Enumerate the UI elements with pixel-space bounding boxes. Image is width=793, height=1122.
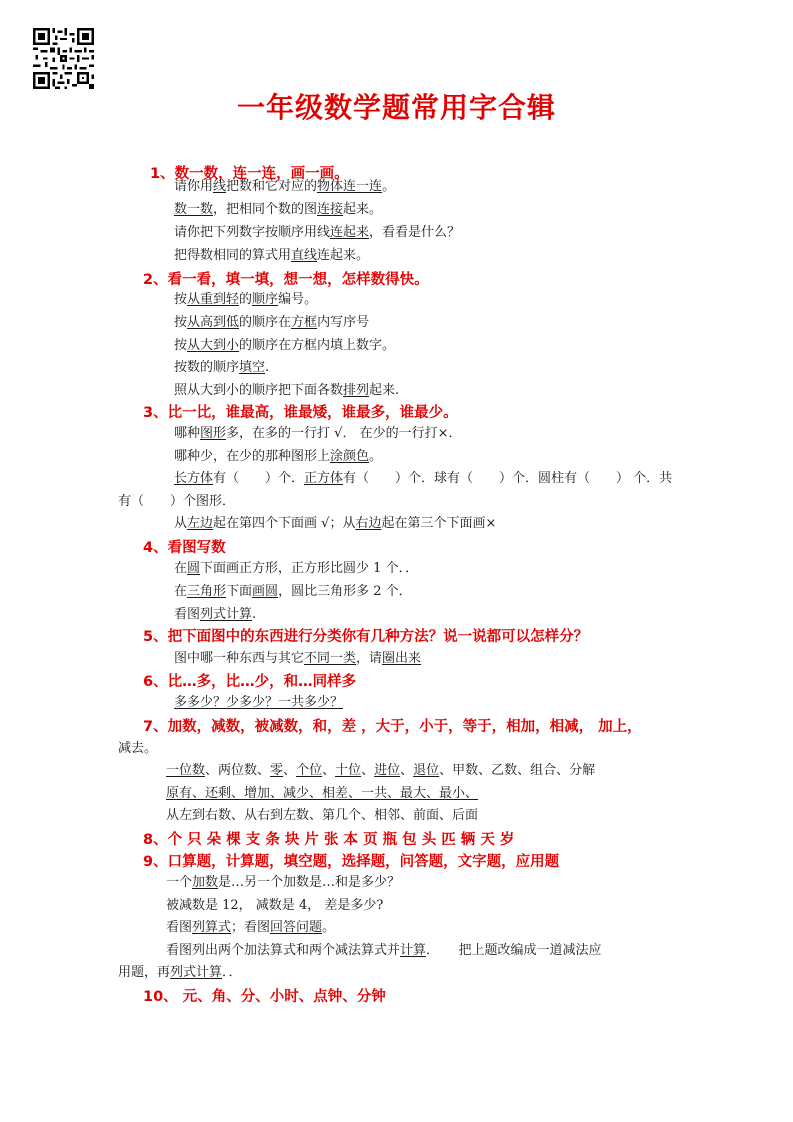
text-run: 按数的顺序 <box>174 360 240 375</box>
section-1-line <box>174 224 460 242</box>
text-run: 起来. <box>369 383 400 398</box>
underlined-term: 列式计算 <box>170 965 223 980</box>
text-run: 按 <box>174 315 188 330</box>
text-run: 减去。 <box>118 741 158 756</box>
text-run: 起来。 <box>343 202 383 217</box>
underlined-term: 连接 <box>317 202 344 217</box>
underlined-term: 排列 <box>343 383 370 398</box>
underlined-term: 画圆 <box>252 584 279 599</box>
text-run: . <box>252 607 257 622</box>
section-7-line <box>166 807 478 825</box>
underlined-term: 列式计算 <box>200 607 253 622</box>
section-3-line <box>174 448 382 466</box>
underlined-term: 进位 <box>374 763 401 778</box>
text-run: 请你用 <box>174 179 214 194</box>
text-run: 看图 <box>166 920 193 935</box>
text-run: ，看看是什么？ <box>369 225 461 240</box>
text-run: . <box>265 360 270 375</box>
text-run: 哪种 <box>174 426 201 441</box>
underlined-term: 直线 <box>291 248 318 263</box>
section-heading-8: 8、个 只 朵 棵 支 条 块 片 张 本 页 瓶 包 头 匹 辆 天 岁 <box>143 832 515 848</box>
underlined-term: 加数 <box>192 875 219 890</box>
section-heading-2: 2、看一看，填一填，想一想，怎样数得快。 <box>143 272 429 288</box>
text-run: ；看图 <box>231 920 271 935</box>
text-run: 图中哪一种东西与其它 <box>174 651 305 666</box>
text-run: 在 <box>174 561 188 576</box>
page-title: 一年级数学题常用字合辑 <box>236 91 556 124</box>
text-run: 。 <box>382 179 396 194</box>
section-3-line <box>174 425 461 443</box>
underlined-term: 个位 <box>296 763 323 778</box>
section-2-line <box>174 291 317 309</box>
text-run: 用题，再 <box>118 965 171 980</box>
underlined-term: 从重到轻 <box>187 292 240 307</box>
text-run: 多，在多的一行打 √． 在少的一行打×． <box>226 426 462 441</box>
text-run: 有（ ）个． <box>213 471 305 486</box>
section-heading-3: 3、比一比，谁最高，谁最矮，谁最多，谁最少。 <box>143 405 458 421</box>
text-run: 按 <box>174 338 188 353</box>
text-run: 。 <box>369 449 383 464</box>
text-run: 、 <box>400 763 414 778</box>
section-heading-5: 5、把下面图中的东西进行分类你有几种方法？说一说都可以怎样分？ <box>143 629 589 645</box>
text-run: 下面 <box>226 584 253 599</box>
text-run: 的顺序在方框内填上数字。 <box>239 338 396 353</box>
underlined-term: 物体连一连 <box>317 179 383 194</box>
section-9-line <box>166 942 602 960</box>
underlined-term: 填空 <box>239 360 266 375</box>
section-7-line <box>166 762 595 780</box>
underlined-term: 方框 <box>291 315 318 330</box>
underlined-term: 不同一类 <box>304 651 357 666</box>
section-2-line <box>174 337 395 355</box>
text-run: 按 <box>174 292 188 307</box>
underlined-term: 顺序 <box>252 292 279 307</box>
underlined-term: 回答问题 <box>270 920 323 935</box>
text-run: 哪种少，在少的那种图形上 <box>174 449 331 464</box>
underlined-term: 涂颜色 <box>330 449 370 464</box>
underlined-term: 圈出来 <box>382 651 422 666</box>
text-run: 从 <box>174 516 188 531</box>
section-2-line <box>174 382 399 400</box>
text-run: ． 把上题改编成一道减法应 <box>426 943 602 958</box>
text-run: 从左到右数、从右到左数、第几个、相邻、前面、后面 <box>166 808 479 823</box>
text-run: 看图 <box>174 607 201 622</box>
section-9-line <box>166 874 400 892</box>
section-1-line <box>174 201 382 219</box>
text-run: 把数和它对应的 <box>226 179 318 194</box>
section-7-line <box>118 740 157 758</box>
section-heading-4: 4、看图写数 <box>143 540 226 556</box>
underlined-term: 零 <box>270 763 284 778</box>
text-run: 起在第三个下面画× <box>381 516 497 531</box>
text-run: ，请 <box>356 651 383 666</box>
underlined-term: 圆 <box>187 561 201 576</box>
text-run: 在 <box>174 584 188 599</box>
text-run: 照从大到小的顺序把下面各数 <box>174 383 344 398</box>
text-run: 把得数相同的算式用 <box>174 248 292 263</box>
section-heading-10: 10、 元、角、分、小时、点钟、分钟 <box>143 989 386 1005</box>
underlined-term: 数一数 <box>174 202 214 217</box>
section-3-line <box>174 470 672 488</box>
underlined-term: 从高到低 <box>187 315 240 330</box>
underlined-term: 左边 <box>187 516 214 531</box>
text-run: 下面画正方形，正方形比圆少 1 个．． <box>200 561 419 576</box>
underlined-term: 连起来 <box>330 225 370 240</box>
text-run: 起在第四个下面画 √；从 <box>213 516 356 531</box>
text-run: 、两位数、 <box>205 763 271 778</box>
underlined-term: 一位数 <box>166 763 206 778</box>
section-1-line <box>174 178 395 196</box>
text-run: 、甲数、乙数、组合、分解 <box>439 763 596 778</box>
text-run: ．． <box>222 965 242 980</box>
underlined-term: 长方体 <box>174 471 214 486</box>
text-run: 请你把下列数字按顺序用线 <box>174 225 331 240</box>
underlined-term: 多多少？少多少？一共多少？ <box>174 695 344 710</box>
section-heading-9: 9、口算题，计算题，填空题，选择题，问答题，文字题，应用题 <box>143 854 560 870</box>
text-run: ，把相同个数的图 <box>213 202 318 217</box>
underlined-term: 三角形 <box>187 584 227 599</box>
underlined-term: 计算 <box>400 943 427 958</box>
section-6-line <box>174 694 343 712</box>
text-run: 有（ ）个图形． <box>118 494 236 509</box>
section-1-line <box>174 247 369 265</box>
text-run: ，圆比三角形多 2 个． <box>278 584 412 599</box>
underlined-term: 右边 <box>355 516 382 531</box>
section-heading-7: 7、加数，减数，被减数，和，差 ，大于，小于，等于，相加，相减， 加上， <box>143 719 642 735</box>
underlined-term: 从大到小 <box>187 338 240 353</box>
underlined-term: 十位 <box>335 763 362 778</box>
text-run: 连起来。 <box>317 248 370 263</box>
text-run: 。 <box>322 920 336 935</box>
section-2-line <box>174 359 269 377</box>
section-9-line <box>118 964 242 982</box>
text-run: 被减数是 12， 减数是 4， 差是多少? <box>166 898 384 913</box>
text-run: 内写序号 <box>317 315 370 330</box>
underlined-term: 图形 <box>200 426 227 441</box>
text-run: 一个 <box>166 875 193 890</box>
section-3-line <box>118 493 235 511</box>
underlined-term: 原有、还剩、增加、减少、相差、一共、最大、最小、 <box>166 786 479 801</box>
section-5-line <box>174 650 421 668</box>
underlined-term: 退位 <box>413 763 440 778</box>
section-heading-6: 6、比…多，比…少，和…同样多 <box>143 674 357 690</box>
section-7-line <box>166 785 478 803</box>
section-4-line <box>174 560 418 578</box>
section-9-line <box>166 897 383 915</box>
text-run: 是…另一个加数是…和是多少？ <box>218 875 401 890</box>
text-run: 的 <box>239 292 253 307</box>
text-run: 编号。 <box>278 292 318 307</box>
text-run: 看图列出两个加法算式和两个减法算式并 <box>166 943 401 958</box>
text-run: 、 <box>283 763 297 778</box>
section-3-line <box>174 515 496 533</box>
text-run: 、 <box>322 763 336 778</box>
underlined-term: 线 <box>213 179 227 194</box>
text-run: 、 <box>361 763 375 778</box>
section-4-line <box>174 606 256 624</box>
section-4-line <box>174 583 412 601</box>
qr-code-image <box>33 28 94 89</box>
text-run: 的顺序在 <box>239 315 292 330</box>
text-run: 有（ ）个．球有（ ）个．圆柱有（ ） 个．共 <box>343 471 673 486</box>
underlined-term: 列算式 <box>192 920 232 935</box>
section-2-line <box>174 314 369 332</box>
section-heading-1: 1、数一数，连一连，画一画。 <box>150 166 349 182</box>
underlined-term: 正方体 <box>304 471 344 486</box>
section-9-line <box>166 919 335 937</box>
